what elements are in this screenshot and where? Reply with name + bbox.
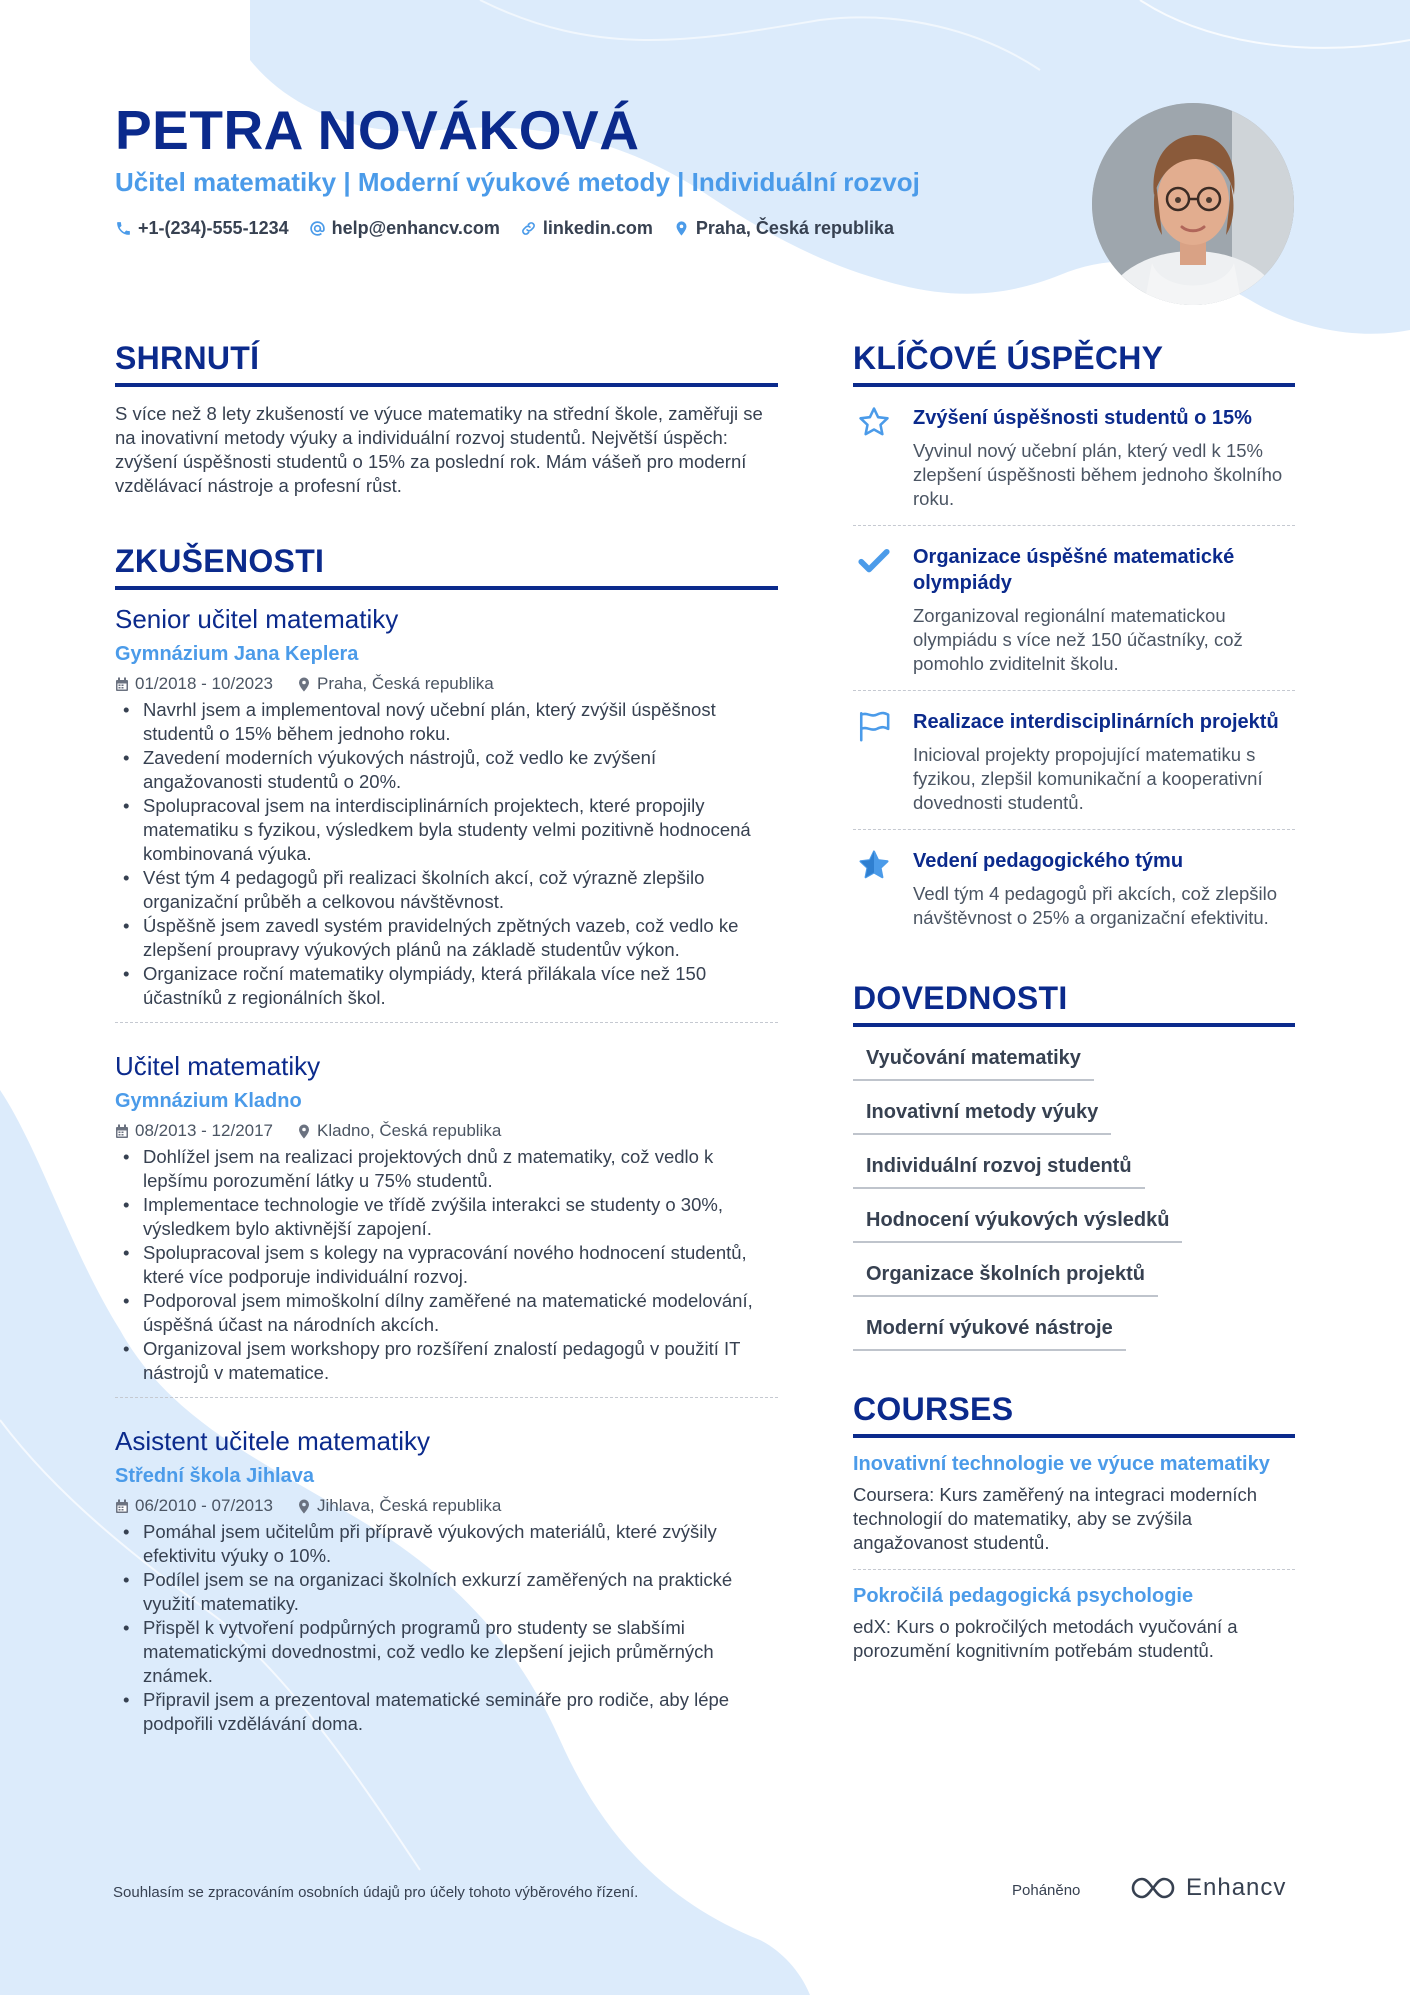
- job-location: Kladno, Česká republika: [317, 1121, 502, 1140]
- phone-text: +1-(234)-555-1234: [138, 218, 289, 238]
- course-description: edX: Kurs o pokročilých metodách vyučování a porozumění kognitivním potřebám studentů.: [853, 1616, 1238, 1661]
- brand-logo[interactable]: [1130, 1874, 1286, 1902]
- achievement-item: [853, 387, 1295, 525]
- achievement-title: Realizace interdisciplinárních projektů: [913, 711, 1279, 733]
- job-bullets: [115, 1145, 778, 1385]
- job-bullets: [115, 1520, 778, 1736]
- job-dates: 08/2013 - 12/2017: [135, 1121, 274, 1140]
- skill-tag: Moderní výukové nástroje: [853, 1317, 1126, 1351]
- job-bullet: • Organizoval jsem workshopy pro rozšíření znalostí pedagogů v použití IT nástrojů v matematice.: [115, 1337, 778, 1385]
- skill-tag: Individuální rozvoj studentů: [853, 1155, 1145, 1189]
- skill-tag: Organizace školních projektů: [853, 1263, 1158, 1297]
- experience-section: [115, 543, 778, 1748]
- flag-icon: [857, 709, 891, 743]
- course-item: [853, 1569, 1295, 1677]
- courses-section: [853, 1391, 1295, 1677]
- contact-bar: [115, 218, 894, 239]
- at-icon: [309, 220, 326, 237]
- job-meta: [115, 1496, 778, 1516]
- job-bullet: • Podporoval jsem mimoškolní dílny zaměřené na matematické modelování, úspěšná účast na národních akcích.: [115, 1289, 778, 1337]
- skills-heading: DOVEDNOSTI: [853, 980, 1295, 1027]
- headline: Učitel matematiky | Moderní výukové metody | Individuální rozvoj: [115, 167, 920, 197]
- course-description: Coursera: Kurs zaměřený na integraci moderních technologií do matematiky, aby se zvýšila angažovanost studentů.: [853, 1484, 1258, 1553]
- star-outline-icon: [857, 405, 891, 439]
- location-pin-icon: [297, 1499, 311, 1514]
- skill-tag: Inovativní metody výuky: [853, 1101, 1111, 1135]
- contact-linkedin[interactable]: [520, 218, 653, 239]
- achievement-title: Zvýšení úspěšnosti studentů o 15%: [913, 407, 1252, 429]
- skill-tag: Hodnocení výukových výsledků: [853, 1209, 1182, 1243]
- candidate-name: PETRA NOVÁKOVÁ: [115, 99, 640, 161]
- brand-name: Enhancv: [1186, 1874, 1287, 1901]
- job-bullet: • Přispěl k vytvoření podpůrných programů pro studenty se slabšími matematickými dovednostmi, což vedlo ke zlepšení jejich průměrných známek.: [115, 1616, 778, 1688]
- calendar-icon: [115, 1499, 129, 1514]
- achievement-title: Organizace úspěšné matematické olympiády: [913, 546, 1235, 594]
- summary-section: [115, 340, 778, 498]
- achievements-section: [853, 340, 1295, 944]
- powered-by-label: Poháněno: [1012, 1882, 1081, 1899]
- checkmark-icon: [857, 544, 891, 578]
- job-location: Praha, Česká republika: [317, 674, 494, 693]
- skill-tag: Vyučování matematiky: [853, 1047, 1094, 1081]
- job-dates: 06/2010 - 07/2013: [135, 1496, 274, 1515]
- job-bullet: • Organizace roční matematiky olympiády, která přilákala více než 150 účastníků z regionálních škol.: [115, 962, 778, 1010]
- contact-location: [673, 218, 894, 239]
- achievement-description: Vyvinul nový učební plán, který vedl k 15% zlepšení úspěšnosti během jednoho školního roku.: [913, 440, 1283, 509]
- summary-heading: SHRNUTÍ: [115, 340, 778, 387]
- job-bullets: [115, 698, 778, 1010]
- contact-email[interactable]: [309, 218, 500, 239]
- phone-icon: [115, 220, 132, 237]
- course-title: Inovativní technologie ve výuce matematiky: [853, 1453, 1270, 1475]
- company-name: Gymnázium Jana Keplera: [115, 643, 359, 665]
- experience-heading: ZKUŠENOSTI: [115, 543, 778, 590]
- job-location: Jihlava, Česká republika: [317, 1496, 502, 1515]
- courses-heading: COURSES: [853, 1391, 1295, 1438]
- calendar-icon: [115, 677, 129, 692]
- job-bullet: • Spolupracoval jsem na interdisciplinárních projektech, které propojily matematiku s fyzikou, výsledkem byla studenty velmi pozitivně hodnocená kombinovaná výuka.: [115, 794, 778, 866]
- profile-photo: [1092, 103, 1294, 305]
- job-meta: [115, 674, 778, 694]
- job-entry: [115, 604, 778, 1022]
- job-title: Asistent učitele matematiky: [115, 1426, 431, 1456]
- job-entry: [115, 1022, 778, 1397]
- left-column: [115, 340, 778, 1748]
- right-column: [853, 340, 1295, 1677]
- course-title: Pokročilá pedagogická psychologie: [853, 1585, 1194, 1607]
- location-pin-icon: [297, 1124, 311, 1139]
- job-bullet: • Úspěšně jsem zavedl systém pravidelných zpětných vazeb, což vedlo ke zlepšení proupravy výukových plánů na základě studentův výkon.: [115, 914, 778, 962]
- achievement-description: Inicioval projekty propojující matematiku s fyzikou, zlepšil komunikační a kooperativní dovednosti studentů.: [913, 744, 1263, 813]
- skills-list: [853, 1047, 1295, 1371]
- company-name: Gymnázium Kladno: [115, 1090, 302, 1112]
- location-text: Praha, Česká republika: [695, 218, 895, 238]
- linkedin-text: linkedin.com: [542, 218, 653, 238]
- job-meta: [115, 1121, 778, 1141]
- achievement-item: [853, 829, 1295, 944]
- job-bullet: • Spolupracoval jsem s kolegy na vypracování nového hodnocení studentů, které více podporuje individuální rozvoj.: [115, 1241, 778, 1289]
- job-bullet: • Implementace technologie ve třídě zvýšila interakci se studenty o 30%, výsledkem bylo aktivnější zapojení.: [115, 1193, 778, 1241]
- job-dates: 01/2018 - 10/2023: [135, 674, 274, 693]
- job-bullet: • Pomáhal jsem učitelům při přípravě výukových materiálů, které zvýšily efektivitu výuky o 10%.: [115, 1520, 778, 1568]
- achievement-description: Zorganizoval regionální matematickou olympiádu s více než 150 účastníky, což pomohlo zviditelnit školu.: [913, 605, 1243, 674]
- skills-section: [853, 980, 1295, 1371]
- job-title: Učitel matematiky: [115, 1051, 321, 1081]
- star-filled-icon: [857, 848, 891, 882]
- link-icon: [520, 220, 537, 237]
- consent-note: Souhlasím se zpracováním osobních údajů pro účely tohoto výběrového řízení.: [113, 1884, 639, 1901]
- job-bullet: • Podílel jsem se na organizaci školních exkurzí zaměřených na praktické využití matematiky.: [115, 1568, 778, 1616]
- job-entry: [115, 1397, 778, 1748]
- job-bullet: • Navrhl jsem a implementoval nový učební plán, který zvýšil úspěšnost studentů o 15% během jednoho roku.: [115, 698, 778, 746]
- job-bullet: • Vést tým 4 pedagogů při realizaci školních akcí, což výrazně zlepšilo organizační průběh a celkovou návštěvnost.: [115, 866, 778, 914]
- job-title: Senior učitel matematiky: [115, 604, 399, 634]
- company-name: Střední škola Jihlava: [115, 1465, 314, 1487]
- achievements-heading: KLÍČOVÉ ÚSPĚCHY: [853, 340, 1295, 387]
- achievement-title: Vedení pedagogického týmu: [913, 850, 1184, 872]
- job-bullet: • Připravil jsem a prezentoval matematické semináře pro rodiče, aby lépe podpořili vzdělávání doma.: [115, 1688, 778, 1736]
- summary-text: S více než 8 lety zkušeností ve výuce matematiky na střední škole, zaměřuji se na inovativní metody výuky a individuální rozvoj studentů. Největší úspěch: zvýšení úspěšnosti studentů o 15% za poslední rok. Mám vášeň pro moderní vzdělávací nástroje a profesní růst.: [115, 403, 763, 496]
- calendar-icon: [115, 1124, 129, 1139]
- achievement-item: [853, 525, 1295, 690]
- enhancv-logo-icon: [1130, 1875, 1176, 1901]
- location-pin-icon: [297, 677, 311, 692]
- achievement-description: Vedl tým 4 pedagogů při akcích, což zlepšilo návštěvnost o 25% a organizační efektivitu.: [913, 883, 1278, 928]
- job-bullet: • Dohlížel jsem na realizaci projektových dnů z matematiky, což vedlo k lepšímu porozumění látky u 75% studentů.: [115, 1145, 778, 1193]
- email-text: help@enhancv.com: [331, 218, 500, 238]
- course-item: [853, 1438, 1295, 1569]
- location-pin-icon: [673, 220, 690, 237]
- job-bullet: • Zavedení moderních výukových nástrojů, což vedlo ke zvýšení angažovanosti studentů o 20%.: [115, 746, 778, 794]
- contact-phone[interactable]: [115, 218, 289, 239]
- achievement-item: [853, 690, 1295, 829]
